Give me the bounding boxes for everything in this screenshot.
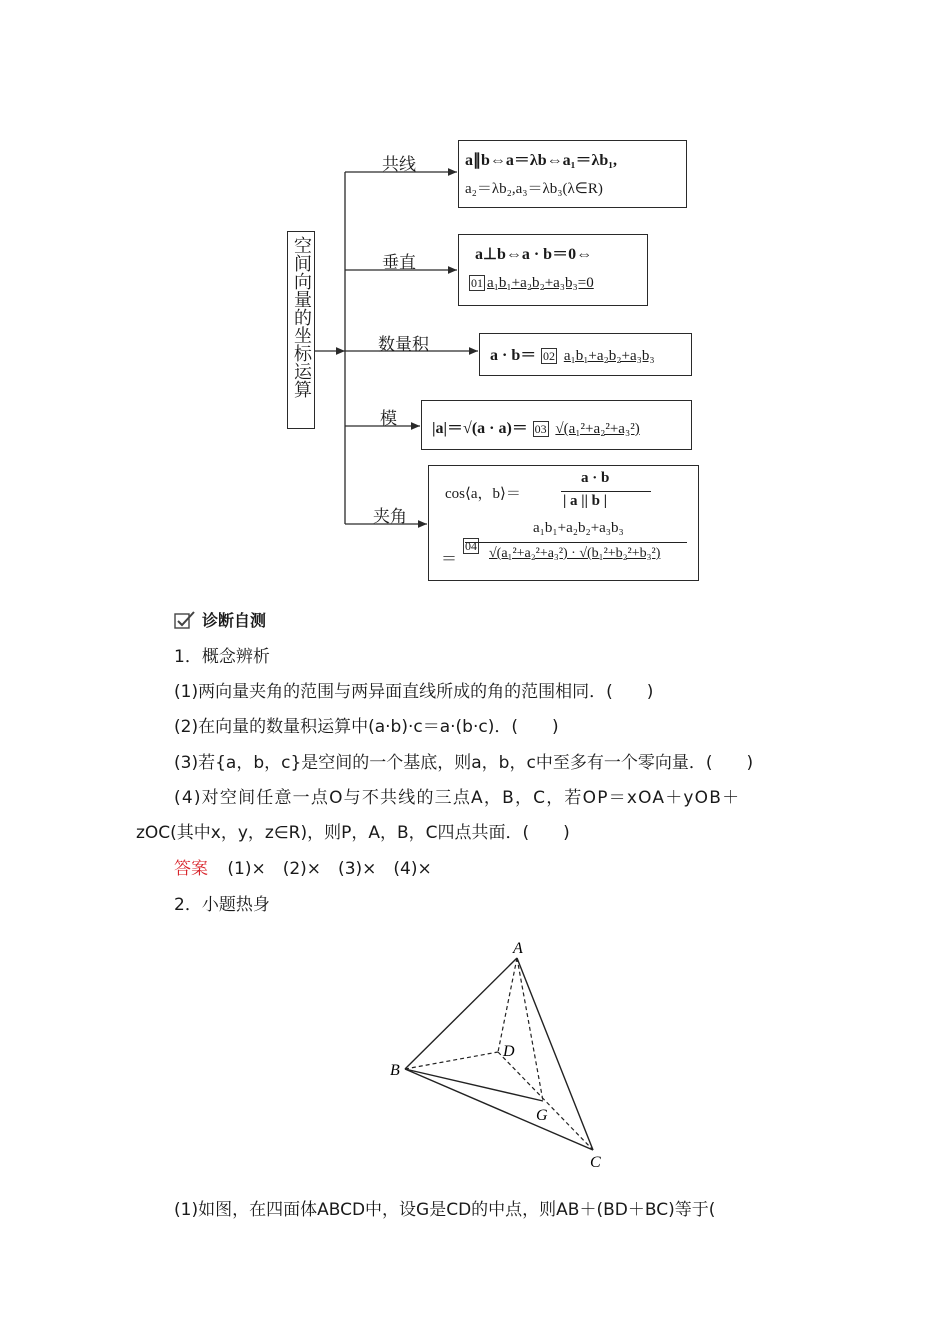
edge-AB (405, 958, 517, 1069)
formula-box-modulus (421, 400, 692, 450)
blank-tag-02: 02 (543, 349, 556, 363)
blank-tag-01: 01 (471, 276, 483, 290)
tetrahedron-figure (380, 932, 620, 1177)
formula-box-perpendicular (458, 234, 648, 306)
checkbox-check-icon (174, 610, 196, 630)
fraction-bar-2 (465, 542, 687, 543)
dot-product-lhs: a · b＝ (490, 347, 537, 364)
angle-numerator-1: a · b (581, 470, 610, 486)
branch-label-dot-product: 数量积 (378, 335, 429, 355)
fraction-bar-1 (561, 491, 651, 492)
section-header (174, 608, 266, 631)
edge-AD (498, 958, 517, 1052)
branch-label-modulus: 模 (380, 409, 397, 429)
edge-DC (498, 1052, 593, 1150)
edge-BC (405, 1069, 593, 1150)
collinear-line-2: a₂＝λb₂,a₃＝λb₃(λ∈R) (465, 181, 603, 197)
branch-label-angle: 夹角 (373, 507, 407, 527)
perpendicular-line-1: a⊥b⇔a · b＝0⇔ (475, 246, 593, 263)
q1-item-4-cont: zOC(其中x，y，z∈R)，则P，A，B，C四点共面．( ) (136, 823, 570, 843)
root-label: 空间向量的坐标运算 (291, 236, 312, 398)
edge-AC (517, 958, 593, 1150)
modulus-lhs: |a|＝√(a · a)＝ (432, 420, 528, 437)
edge-AG (517, 958, 543, 1101)
section-title: 诊断自测 (202, 611, 267, 630)
dot-product-rhs: a₁b₁+a₂b₂+a₃b₃ (563, 348, 655, 364)
formula-box-dot-product (479, 333, 692, 376)
q1-item-2: (2)在向量的数量积运算中(a·b)·c＝a·(b·c)．( ) (174, 717, 559, 737)
vertex-label-D: D (503, 1043, 515, 1060)
answer-line (174, 854, 432, 879)
answer-label: 答案 (174, 859, 208, 879)
branch-label-collinear: 共线 (382, 155, 416, 175)
branch-label-perpendicular: 垂直 (382, 253, 416, 273)
equals-sign: ＝ (441, 551, 458, 568)
angle-denominator-2: √(a₁²+a₂²+a₃²) · √(b₁²+b₂²+b₃²) (489, 546, 661, 561)
q1-item-4: (4)对空间任意一点O与不共线的三点A，B，C，若OP＝xOA＋yOB＋ (174, 788, 741, 808)
vertex-label-G: G (536, 1107, 548, 1124)
formula-box-collinear (458, 140, 687, 208)
blank-tag-03: 03 (534, 422, 547, 436)
collinear-line-1: a∥b⇔a＝λb⇔a₁＝λb₁, (465, 152, 618, 169)
angle-cos-label: cos⟨a，b⟩＝ (445, 486, 521, 502)
q2-title: 2．小题热身 (174, 895, 270, 915)
answer-text: (1)× (2)× (3)× (4)× (227, 859, 432, 879)
edge-BG (405, 1069, 543, 1101)
vertex-label-C: C (590, 1154, 601, 1171)
vertex-label-A: A (513, 940, 523, 957)
angle-numerator-2: a₁b₁+a₂b₂+a₃b₃ (533, 520, 624, 536)
angle-denominator-1: | a || b | (563, 493, 608, 509)
perpendicular-line-2: a₁b₁+a₂b₂+a₃b₃=0 (487, 275, 594, 291)
modulus-rhs: √(a₁²+a₂²+a₃²) (555, 421, 640, 437)
vertex-label-B: B (390, 1062, 400, 1079)
q1-item-3: (3)若{a，b，c}是空间的一个基底，则a，b，c中至多有一个零向量．( ) (174, 753, 754, 773)
blank-tag-04: 04 (465, 539, 477, 553)
q1-item-1: (1)两向量夹角的范围与两异面直线所成的角的范围相同．( ) (174, 682, 654, 702)
formula-box-angle (428, 465, 699, 581)
q2-item-1: (1)如图，在四面体ABCD中，设G是CD的中点，则AB＋(BD＋BC)等于( (174, 1200, 716, 1220)
q1-title: 1．概念辨析 (174, 647, 270, 667)
